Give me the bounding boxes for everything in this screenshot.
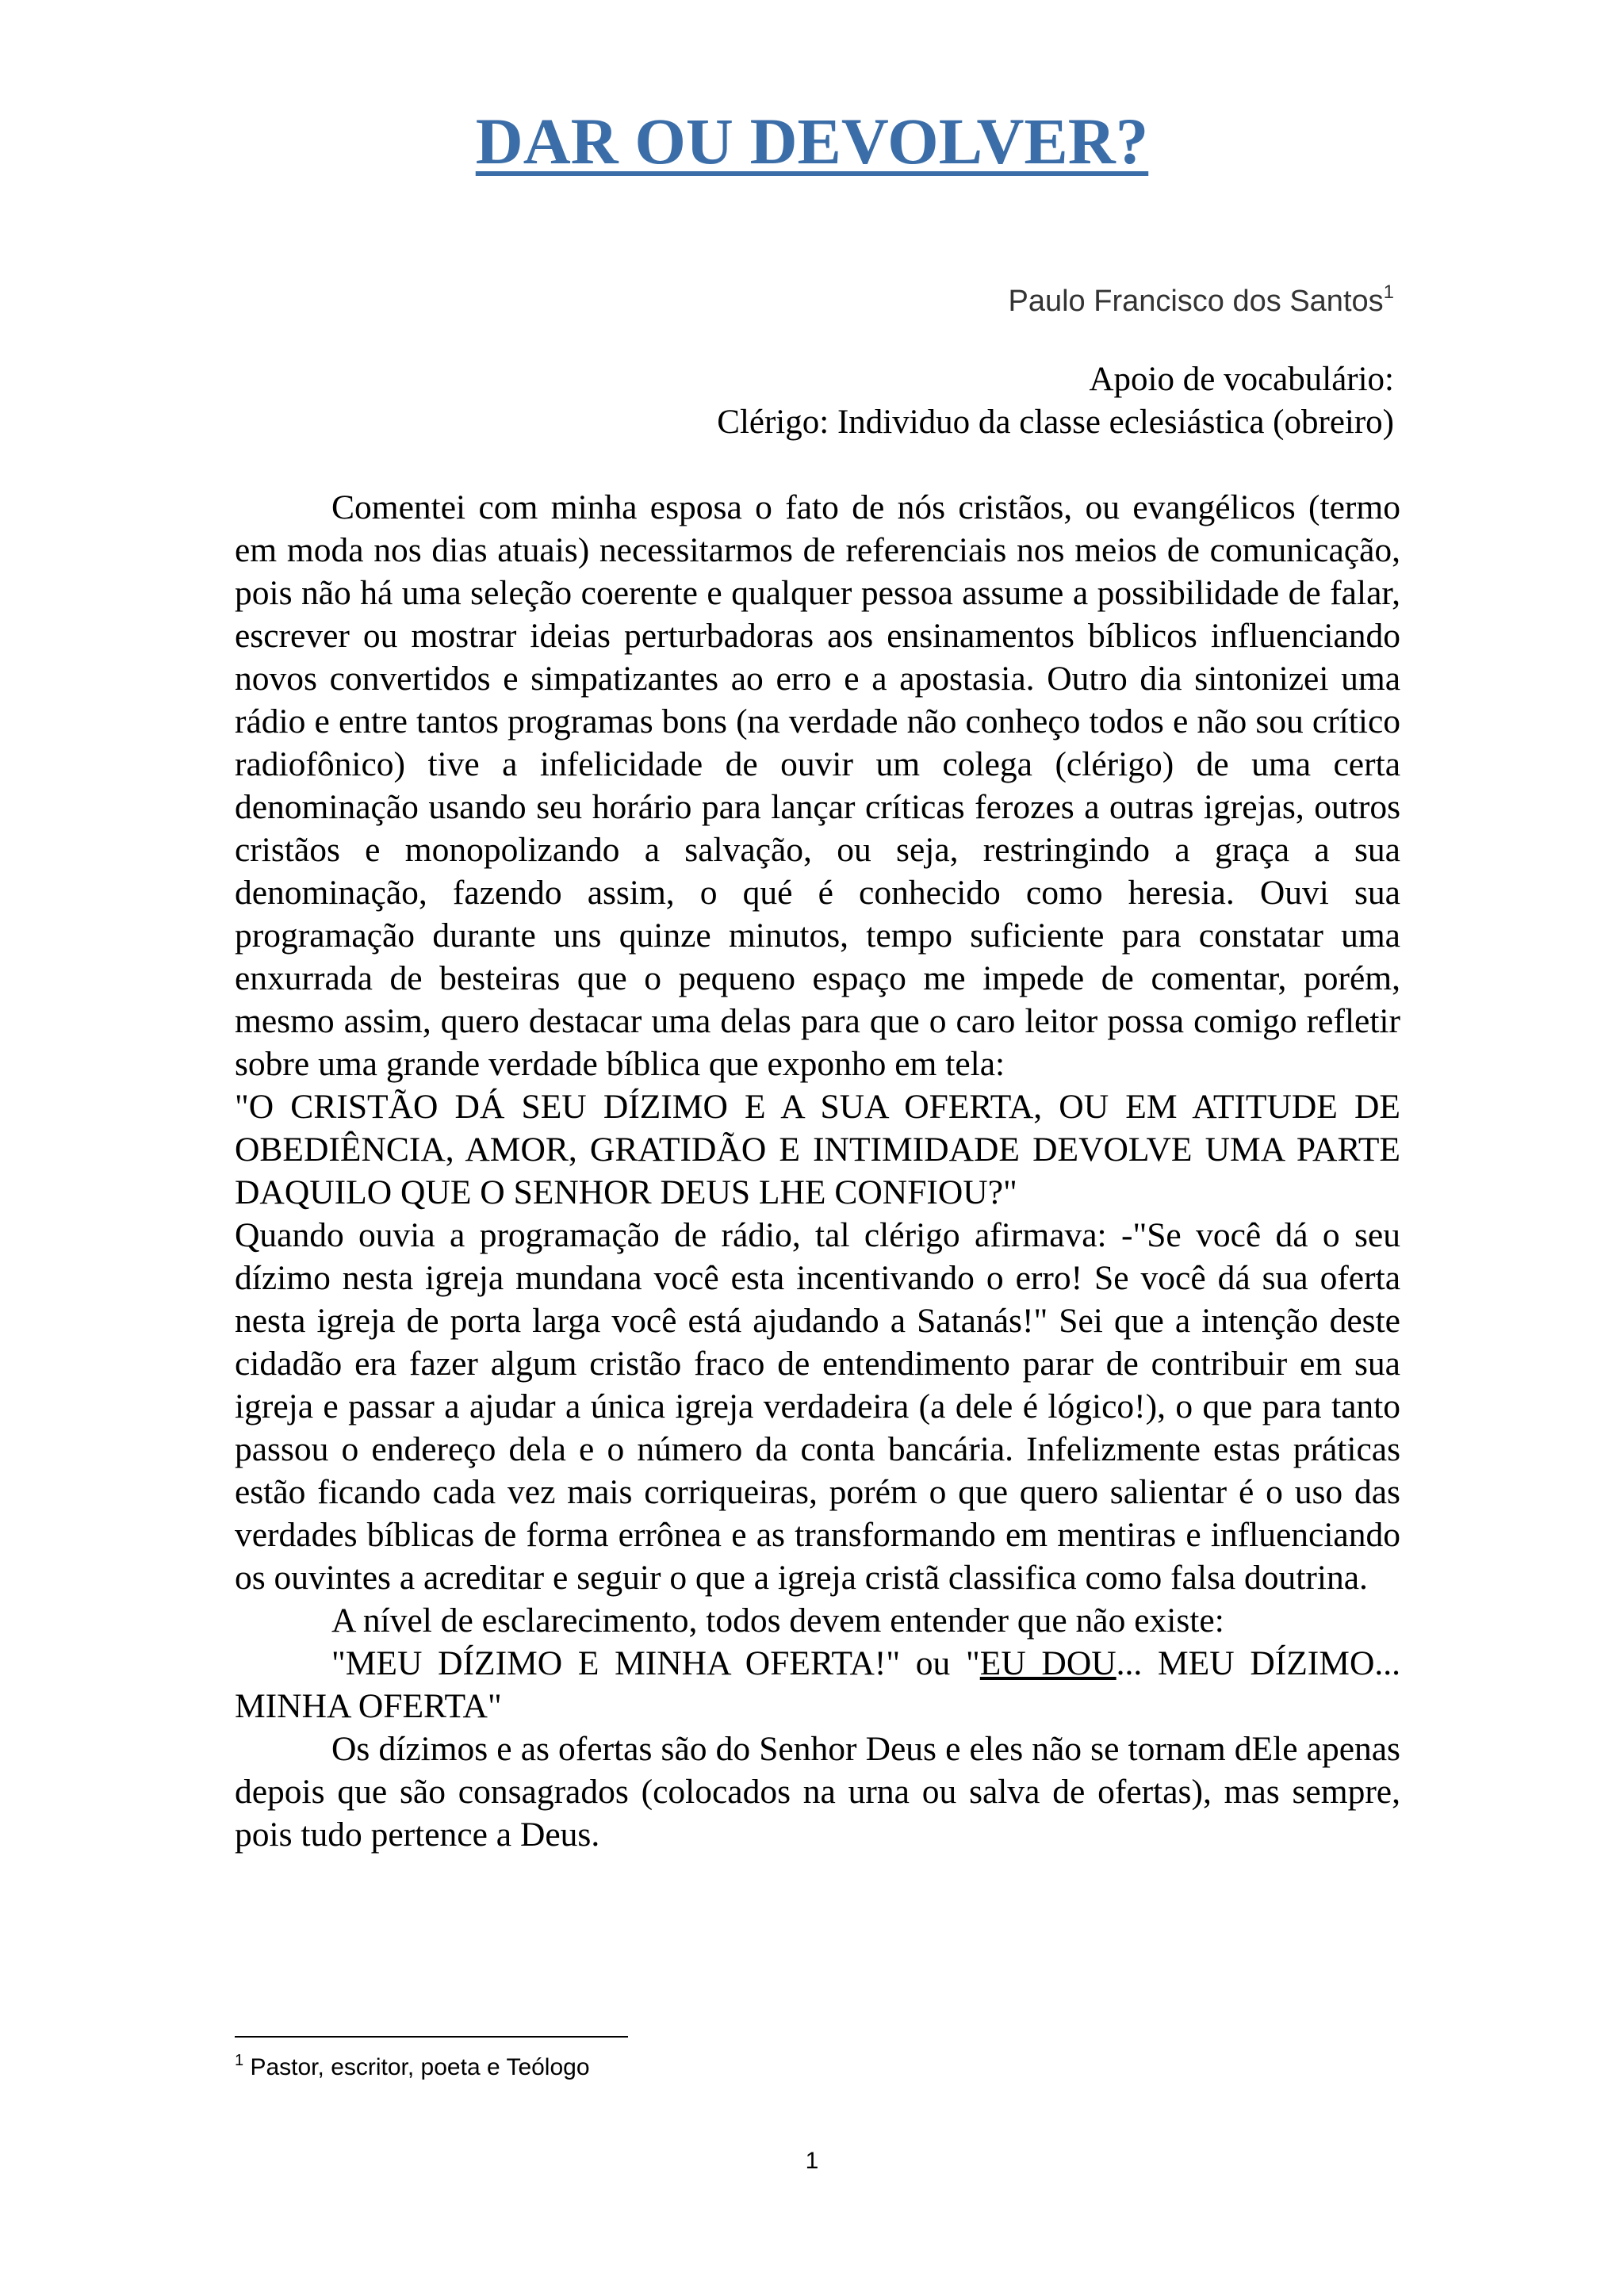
paragraph-5-underlined: EU DOU (979, 1644, 1116, 1682)
vocabulary-heading: Apoio de vocabulário: (1089, 361, 1394, 398)
footnote-separator (235, 2036, 628, 2038)
footnote (235, 2052, 590, 2084)
vocabulary-entry: Clérigo: Individuo da classe eclesiástica (obreiro) (717, 404, 1394, 441)
author-line (1008, 282, 1394, 320)
document-title (0, 101, 1624, 181)
footnote-text: Pastor, escritor, poeta e Teólogo (250, 2054, 590, 2080)
paragraph-4: A nível de esclarecimento, todos devem entender que não existe: (331, 1601, 1224, 1640)
paragraph-1: Comentei com minha esposa o fato de nós cristãos, ou evangélicos (termo em moda nos dias atuais) necessitarmos de referenciais nos meios de comunicação, pois não há uma seleção coerente e qualquer pessoa assume a possibilidade de falar, escrever ou mostrar ideias perturbadoras aos ensinamentos bíblicos influenciando novos convertidos e simpatizantes ao erro e a apostasia. Outro dia sintonizei uma rádio e entre tantos programas bons (na verdade não conheço todos e não sou crítico radiofônico) tive a infelicidade de ouvir um colega (clérigo) de uma certa denominação usando seu horário para lançar críticas ferozes a outras igrejas, outros cristãos e monopolizando a salvação, ou seja, restringindo a graça a sua denominação, fazendo assim, o qué é conhecido como heresia. Ouvi sua programação durante uns quinze minutos, tempo suficiente para constatar uma enxurrada de besteiras que o pequeno espaço me impede de comentar, porém, mesmo assim, quero destacar uma delas para que o caro leitor possa comigo refletir sobre uma grande verdade bíblica que exponho em tela: (235, 488, 1400, 1083)
footnote-marker: 1 (235, 2052, 244, 2069)
paragraph-5-start: "MEU DÍZIMO E MINHA OFERTA!" ou " (331, 1644, 980, 1682)
page-number: 1 (805, 2148, 819, 2174)
paragraph-5 (235, 1642, 1400, 1728)
title-text: DAR OU DEVOLVER? (475, 105, 1149, 178)
paragraph-3: Quando ouvia a programação de rádio, tal clérigo afirmava: -"Se você dá o seu dízimo nesta igreja mundana você esta incentivando o erro! Se você dá sua oferta nesta igreja de porta larga você está ajudando a Satanás!" Sei que a intenção deste cidadão era fazer algum cristão fraco de entendimento parar de contribuir em sua igreja e passar a ajudar a única igreja verdadeira (a dele é lógico!), o que para tanto passou o endereço dela e o número da conta bancária. Infelizmente estas práticas estão ficando cada vez mais corriqueiras, porém o que quero salientar é o uso das verdades bíblicas de forma errônea e as transformando em mentiras e influenciando os ouvintes a acreditar e seguir o que a igreja cristã classifica como falsa doutrina. (235, 1216, 1400, 1597)
paragraph-question: "O CRISTÃO DÁ SEU DÍZIMO E A SUA OFERTA, OU EM ATITUDE DE OBEDIÊNCIA, AMOR, GRATIDÃO E INTIMIDADE DEVOLVE UMA PARTE DAQUILO QUE O SENHOR DEUS LHE CONFIOU?" (235, 1088, 1400, 1211)
author-footnote-ref: 1 (1383, 281, 1394, 303)
article-body (235, 486, 1400, 1856)
author-name: Paulo Francisco dos Santos (1008, 285, 1384, 318)
paragraph-5-end: ... MEU DÍZIMO... MINHA OFERTA" (235, 1644, 1401, 1725)
vocabulary-support (363, 358, 1394, 444)
paragraph-6: Os dízimos e as ofertas são do Senhor Deus e eles não se tornam dEle apenas depois que são consagrados (colocados na urna ou salva de ofertas), mas sempre, pois tudo pertence a Deus. (235, 1730, 1400, 1854)
